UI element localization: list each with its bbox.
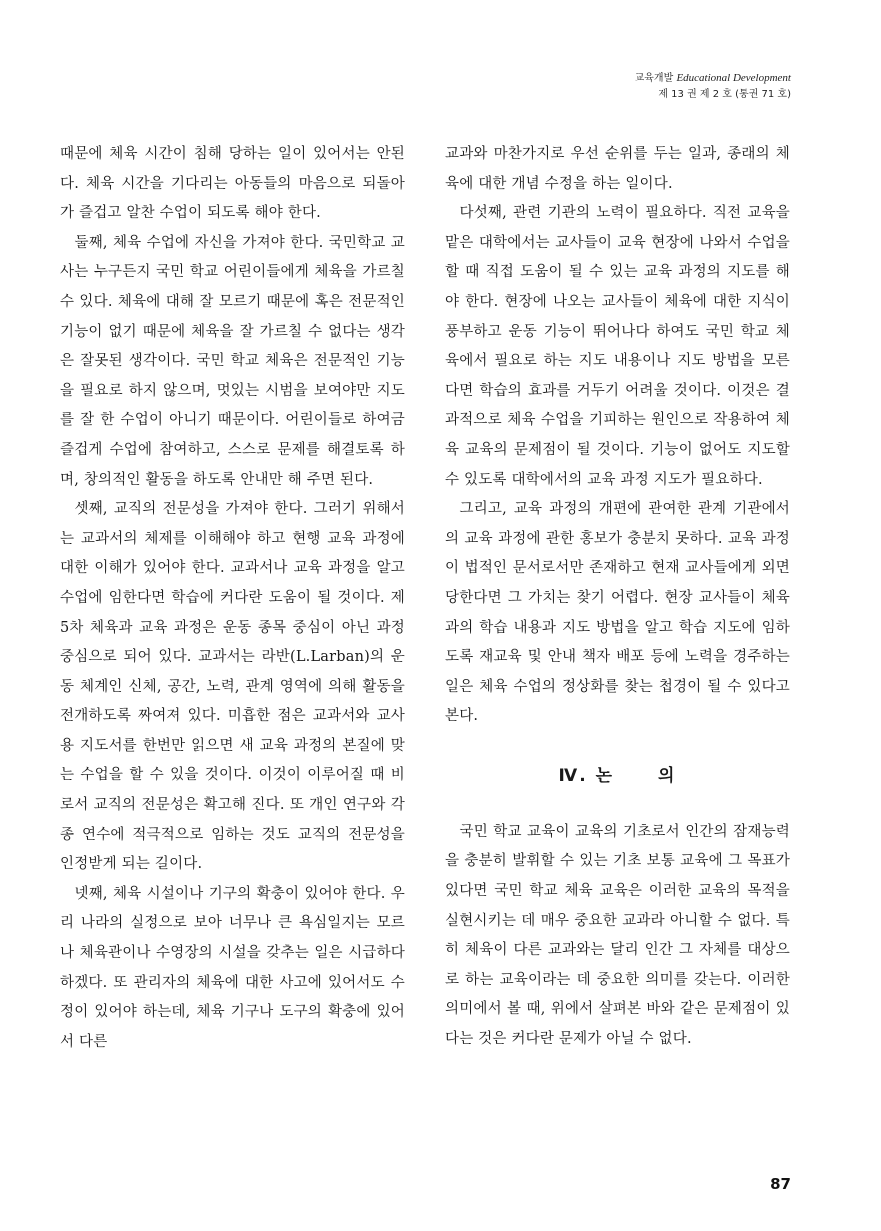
page-number: 87 [770,1175,791,1193]
section-heading [445,764,790,788]
paragraph: 다섯째, 관련 기관의 노력이 필요하다. 직전 교육을 맡은 대학에서는 교사들이 교육 현장에 나와서 수업을 할 때 직접 도움이 될 수 있는 교육 과정의 지도를 해야 한다. 현장에 나오는 교사들이 체육에 대한 지식이 풍부하고 운동 기능이 뛰어나다 하여도 국민 학교 체육에서 필요로 하는 지도 내용이나 지도 방법을 모른다면 학습의 효과를 거두기 어려울 것이다. 이것은 결과적으로 체육 수업을 기피하는 원인으로 작용하여 체육 교육의 문제점이 될 것이다. 기능이 없어도 지도할 수 있도록 대학에서의 교육 과정 지도가 필요하다. [445,205,790,488]
section-number: Ⅳ. [558,765,588,786]
left-column [60,140,405,1057]
issue-info: 제 13 권 제 2 호 (통권 71 호) [658,89,791,100]
running-header [635,70,791,103]
section-title-first: 논 [595,765,615,786]
paragraph: 그리고, 교육 과정의 개편에 관여한 관계 기관에서의 교육 과정에 관한 홍보가 충분치 못하다. 교육 과정이 법적인 문서로서만 존재하고 현재 교사들에게 외면 당한다면 그 가치는 찾기 어렵다. 현장 교사들이 체육과의 학습 내용과 지도 방법을 알고 학습 지도에 임하도록 재교육 및 안내 책자 배포 등에 노력을 경주하는 일은 체육 수업의 정상화를 찾는 첩경이 될 수 있다고 본다. [445,501,790,725]
journal-title [635,70,791,87]
paragraph: 때문에 체육 시간이 침해 당하는 일이 있어서는 안된다. 체육 시간을 기다리는 아동들의 마음으로 되돌아가 즐겁고 알찬 수업이 되도록 해야 한다. [60,146,405,222]
right-column [445,140,790,1055]
paragraph: 교과와 마찬가지로 우선 순위를 두는 일과, 종래의 체육에 대한 개념 수정을 하는 일이다. [445,146,790,192]
journal-title-ko: 교육개발 [634,73,674,84]
paragraph: 셋째, 교직의 전문성을 가져야 한다. 그러기 위해서는 교과서의 체제를 이해해야 하고 현행 교육 과정에 대한 이해가 있어야 한다. 교과서나 교육 과정을 알고 수업에 임한다면 학습에 커다란 도움이 될 것이다. 제5차 체육과 교육 과정은 운동 종목 중심이 아닌 과정 중심으로 되어 있다. 교과서는 라반(L.Larban)의 운동 체계인 신체, 공간, 노력, 관계 영역에 의해 활동을 전개하도록 짜여져 있다. 미흡한 점은 교과서와 교사용 지도서를 한번만 읽으면 새 교육 과정의 본질에 맞는 수업을 할 수 있을 것이다. 이것이 이루어질 때 비로서 교직의 전문성은 확고해 진다. 또 개인 연구와 각종 연수에 적극적으로 임하는 것도 교직의 전문성을 인정받게 되는 길이다. [60,501,405,873]
journal-title-en: Educational Development [676,72,791,84]
paragraph: 넷째, 체육 시설이나 기구의 확충이 있어야 한다. 우리 나라의 실정으로 보아 너무나 큰 욕심일지는 모르나 체육관이나 수영장의 시설을 갖추는 일은 시급하다 하겠다. 또 관리자의 체육에 대한 사고에 있어서도 수정이 있어야 하는데, 체육 기구나 도구의 확충에 있어서 다른 [60,885,405,1050]
section-title-second: 의 [658,765,677,786]
paragraph: 둘째, 체육 수업에 자신을 가져야 한다. 국민학교 교사는 누구든지 국민 학교 어린이들에게 체육을 가르칠 수 있다. 체육에 대해 잘 모르기 때문에 혹은 전문적인 기능이 없기 때문에 체육을 잘 가르칠 수 없다는 생각은 잘못된 생각이다. 국민 학교 체육은 전문적인 기능을 필요로 하지 않으며, 멋있는 시범을 보여야만 지도를 잘 한 수업이 아니기 때문이다. 어린이들로 하여금 즐겁게 수업에 참여하고, 스스로 문제를 해결토록 하며, 창의적인 활동을 하도록 안내만 해 주면 된다. [60,234,405,488]
paragraph: 국민 학교 교육이 교육의 기초로서 인간의 잠재능력을 충분히 발휘할 수 있는 기초 보통 교육에 그 목표가 있다면 국민 학교 체육 교육은 이러한 교육의 목적을 실현시키는 데 매우 중요한 교과라 아니할 수 없다. 특히 체육이 다른 교과와는 달리 인간 그 자체를 대상으로 하는 교육이라는 데 중요한 의미를 갖는다. 이러한 의미에서 볼 때, 위에서 살펴본 바와 같은 문제점이 있다는 것은 커다란 문제가 아닐 수 없다. [445,823,790,1048]
